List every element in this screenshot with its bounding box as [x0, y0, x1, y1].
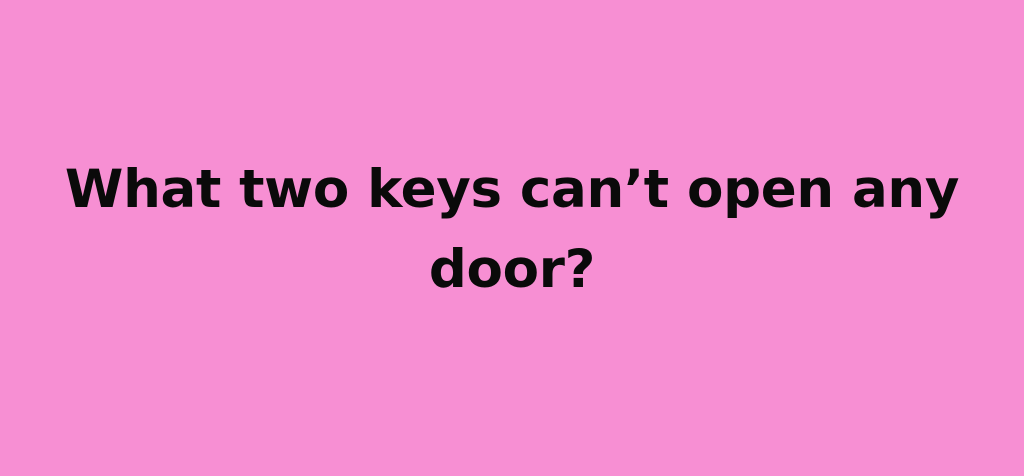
riddle-question	[40, 150, 984, 310]
riddle-question-line-1: What two keys can’t open any	[64, 159, 960, 220]
riddle-question-line-2: door?	[428, 239, 596, 300]
